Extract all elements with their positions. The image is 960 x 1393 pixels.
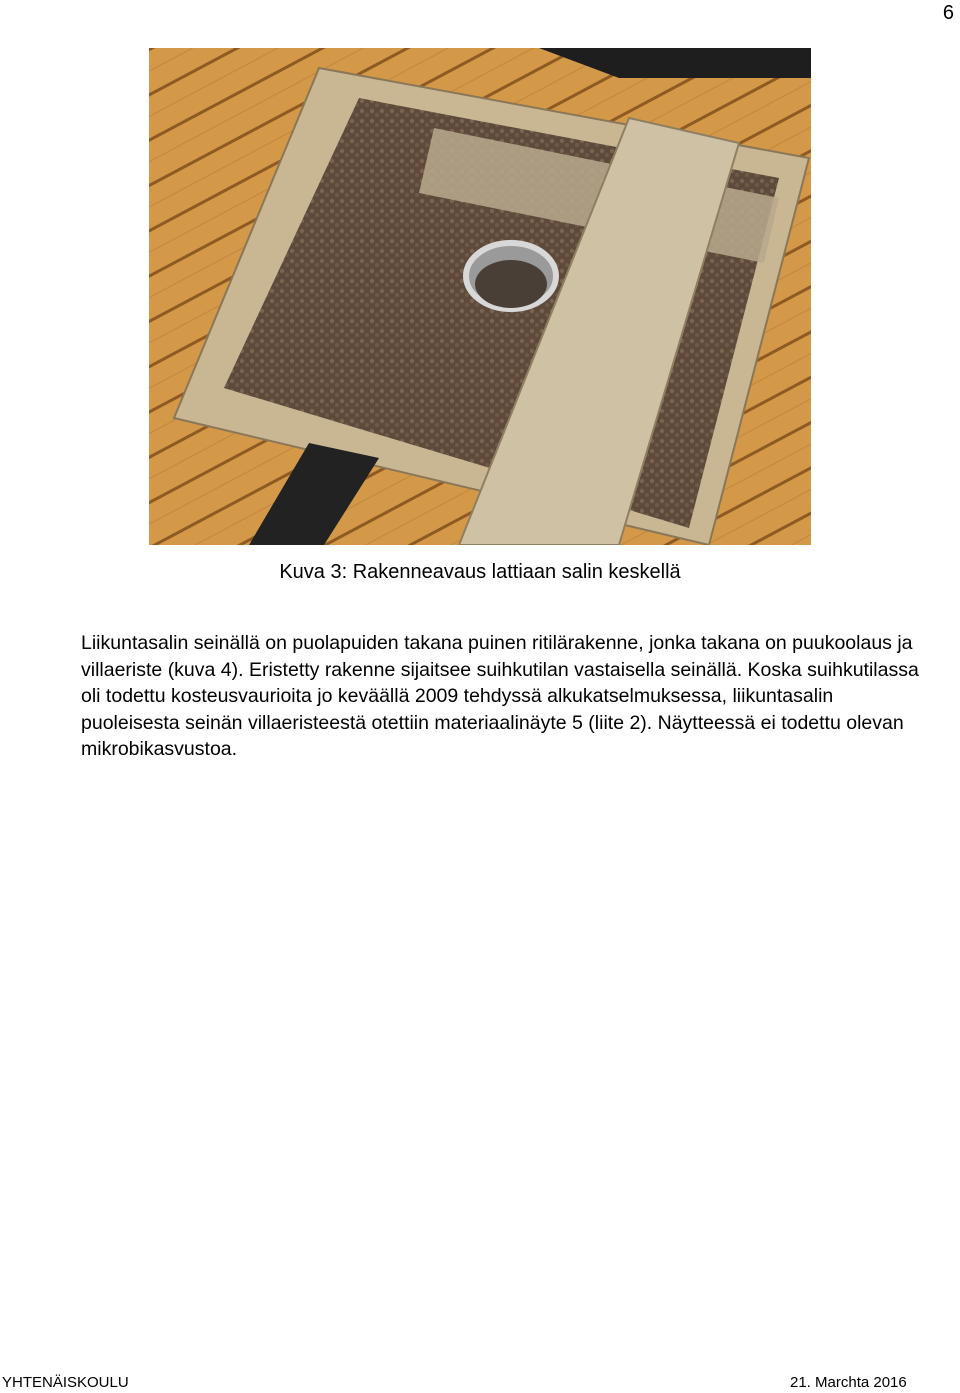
body-paragraph: Liikuntasalin seinällä on puolapuiden takana puinen ritilärakenne, jonka takana on puukoolaus ja villaeriste (kuva 4). Eristetty rakenne sijaitsee suihkutilan vastaisella seinällä. Koska suihkutilassa oli todettu kosteusvaurioita jo keväällä 2009 tehdyssä alkukatselmuksessa, liikuntasalin puoleisesta seinän villaeristeestä otettiin materiaalinäyte 5 (liite 2). Näytteessä ei todettu olevan mikrobikasvustoa. — [81, 632, 919, 760]
figure-caption: Kuva 3: Rakenneavaus lattiaan salin keskellä — [279, 561, 681, 583]
page-number: 6 — [942, 2, 954, 24]
floor-opening-photo — [149, 48, 811, 545]
floor-opening-illustration — [149, 48, 811, 545]
page-footer — [0, 1374, 960, 1393]
footer-school-name: YHTENÄISKOULU — [2, 1374, 129, 1391]
footer-date: 21. Marchta 2016 — [790, 1374, 907, 1391]
